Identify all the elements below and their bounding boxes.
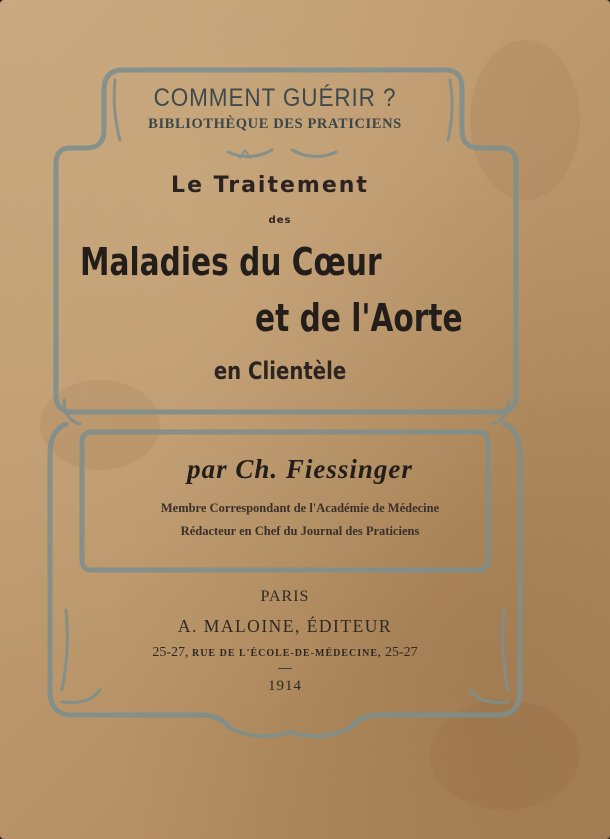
author-byline: par Ch. Fiessinger <box>187 454 413 484</box>
imprint-address <box>110 645 460 661</box>
series-title: COMMENT GUÉRIR ? <box>153 84 397 112</box>
author-credential-2: Rédacteur en Chef du Journal des Praticiens <box>180 524 420 538</box>
address-street: RUE DE L'ÉCOLE-DE-MÉDECINE, <box>191 648 382 659</box>
separator-dash <box>278 668 292 669</box>
author-credential-1: Membre Correspondant de l'Académie de Médecine <box>160 501 440 515</box>
book-title-line-1: Le Traitement <box>171 173 369 198</box>
book-title-line-3: et de l'Aorte <box>255 296 463 340</box>
book-title-des: des <box>268 215 292 226</box>
book-title-line-4: en Clientèle <box>213 357 347 385</box>
series-subtitle: BIBLIOTHÈQUE DES PRATICIENS <box>148 116 402 132</box>
imprint-year: 1914 <box>268 678 302 694</box>
paper-stain <box>470 40 580 200</box>
address-number-2: 25-27 <box>385 645 418 660</box>
book-title-line-2: Maladies du Cœur <box>80 240 382 284</box>
paper-stain <box>430 700 580 810</box>
imprint-city: PARIS <box>260 588 310 605</box>
address-number-1: 25-27, <box>152 645 189 660</box>
imprint-publisher: A. MALOINE, ÉDITEUR <box>177 616 393 636</box>
